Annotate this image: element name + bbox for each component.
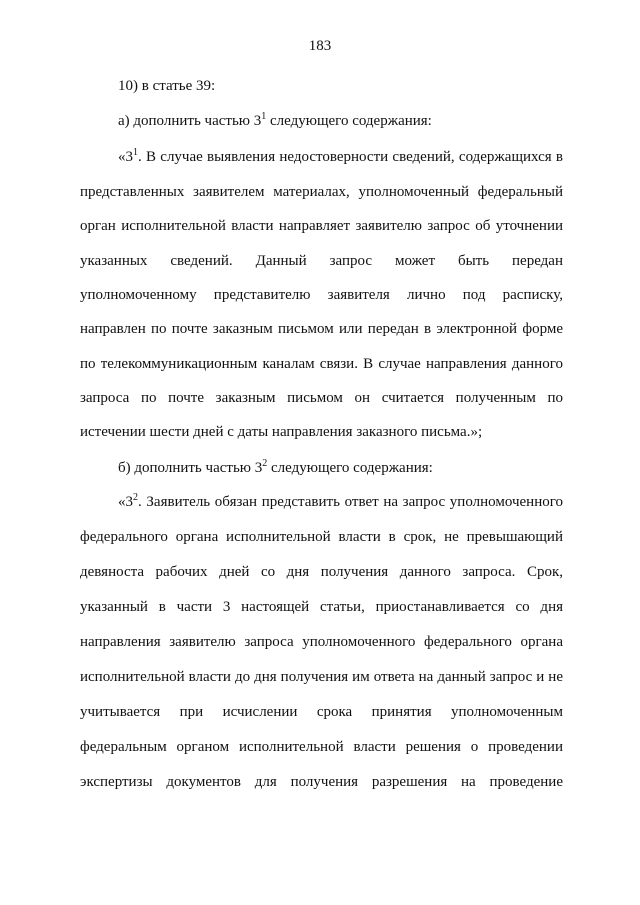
part-3-1-line: по телекоммуникационным каналам связи. В случае направления данного bbox=[80, 356, 563, 372]
part-3-2-line: федерального органа исполнительной власти в срок, не превышающий bbox=[80, 529, 563, 545]
part-3-2-line: экспертизы документов для получения разрешения на проведение bbox=[80, 774, 563, 790]
sub-item-b-text-end: следующего содержания: bbox=[267, 460, 433, 476]
sub-item-a-text: а) дополнить частью 3 bbox=[118, 113, 262, 129]
part-3-2-line: федеральным органом исполнительной власти решения о проведении bbox=[80, 739, 563, 755]
superscript: 1 bbox=[133, 147, 138, 158]
sub-item-a-text-end: следующего содержания: bbox=[266, 113, 432, 129]
page-number: 183 bbox=[308, 38, 332, 54]
superscript: 1 bbox=[261, 111, 267, 122]
part-3-1-line: представленных заявителем материалах, уполномоченный федеральный bbox=[80, 184, 563, 200]
sub-item-b bbox=[118, 459, 433, 477]
part-3-1-line: истечении шести дней с даты направления заказного письма.»; bbox=[80, 424, 483, 440]
part-3-2-start: «3 bbox=[118, 494, 133, 510]
part-3-2-line: направления заявителю запроса уполномоченного федерального органа bbox=[80, 634, 563, 650]
part-3-2-line: указанный в части 3 настоящей статьи, приостанавливается со дня bbox=[80, 599, 563, 615]
part-3-1-line: уполномоченному представителю заявителя лично под расписку, bbox=[80, 287, 563, 303]
sub-item-b-text: б) дополнить частью 3 bbox=[118, 460, 263, 476]
superscript: 2 bbox=[133, 492, 138, 503]
part-3-1-line: указанных сведений. Данный запрос может быть передан bbox=[80, 253, 563, 269]
part-3-2-line bbox=[118, 493, 563, 511]
part-3-2-line: девяноста рабочих дней со дня получения данного запроса. Срок, bbox=[80, 564, 563, 580]
part-3-2-line: исполнительной власти до дня получения им ответа на данный запрос и не bbox=[80, 669, 563, 685]
part-3-1-line: запроса по почте заказным письмом он считается полученным по bbox=[80, 390, 563, 406]
part-3-2-line: учитывается при исчислении срока принятия уполномоченным bbox=[80, 704, 563, 720]
sub-item-a bbox=[118, 112, 432, 130]
superscript: 2 bbox=[262, 458, 268, 469]
part-3-1-start-rest: . В случае выявления недостоверности сведений, содержащихся в bbox=[138, 149, 563, 165]
part-3-1-line bbox=[118, 148, 563, 166]
part-3-2-start-rest: . Заявитель обязан представить ответ на запрос уполномоченного bbox=[138, 494, 563, 510]
part-3-1-line: орган исполнительной власти направляет заявителю запрос об уточнении bbox=[80, 218, 563, 234]
part-3-1-line: направлен по почте заказным письмом или передан в электронной форме bbox=[80, 321, 563, 337]
item-10-heading: 10) в статье 39: bbox=[118, 78, 216, 94]
part-3-1-start: «3 bbox=[118, 149, 133, 165]
